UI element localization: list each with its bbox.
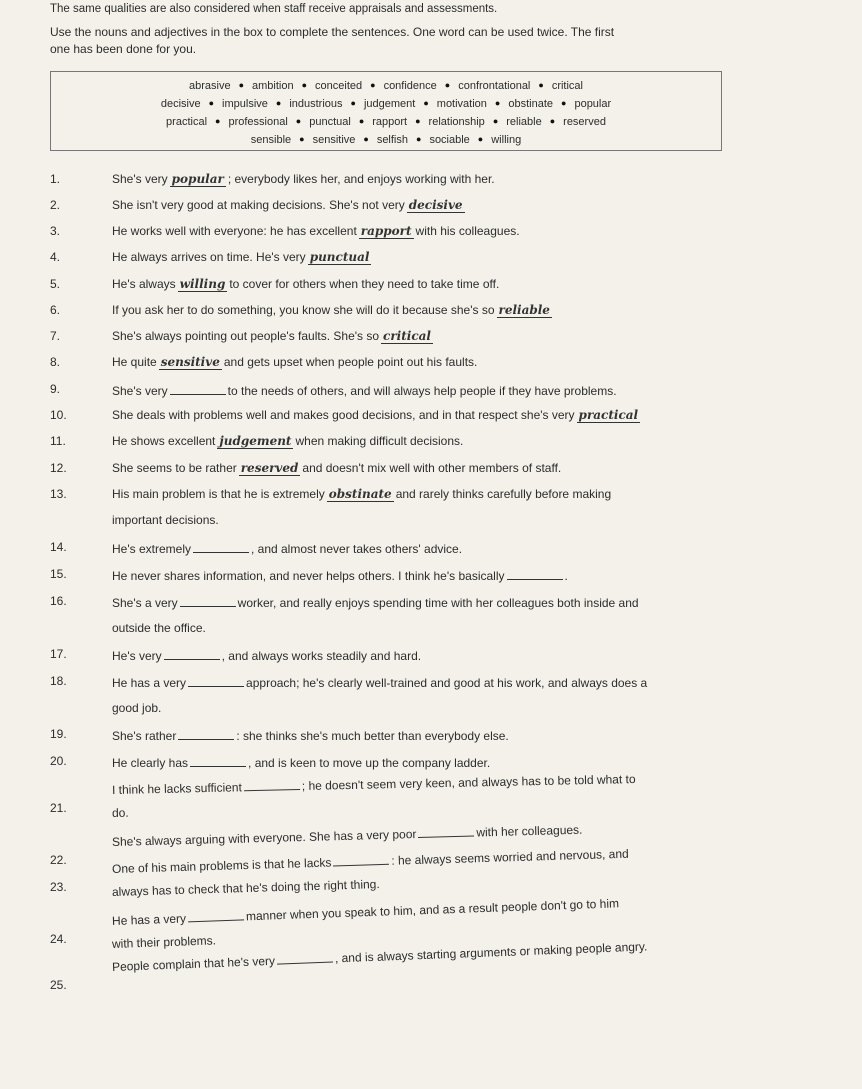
sentence-start: He works well with everyone: he has excellent (112, 224, 357, 238)
question-sentence (112, 172, 495, 187)
sentence-end: . (564, 569, 568, 583)
intro-line-3: one has been done for you. (50, 42, 197, 56)
word-box-word: industrious (289, 98, 343, 110)
question-sentence (112, 594, 639, 610)
word-box-word: willing (491, 134, 522, 146)
question-number: 15. (50, 567, 67, 581)
question-sentence (112, 382, 617, 398)
sentence-start: He always arrives on time. He's very (112, 250, 306, 264)
question-number: 18. (50, 674, 67, 688)
question-sentence (112, 355, 477, 370)
question-sentence (112, 821, 583, 849)
answer-blank[interactable] (180, 594, 236, 607)
question-number: 13. (50, 487, 67, 501)
answer-blank[interactable] (188, 674, 244, 687)
question-sentence (112, 567, 568, 583)
sentence-start: She seems to be rather (112, 461, 237, 475)
question-sentence (112, 727, 509, 743)
question-number: 14. (50, 540, 67, 554)
word-box-row-4 (51, 134, 721, 146)
question-continuation: with their problems. (111, 933, 217, 951)
answer-blank[interactable] (418, 824, 474, 838)
bullet-separator: ● (444, 80, 451, 90)
question-number: 9. (50, 382, 61, 396)
sentence-start: She's very (112, 172, 168, 186)
question-number: 11. (50, 434, 66, 448)
sentence-start: She isn't very good at making decisions. She's not very (112, 198, 405, 212)
question-sentence (112, 754, 490, 770)
sentence-end: ; he doesn't seem very keen, and always has to be told what to (301, 772, 636, 794)
question-sentence (112, 894, 619, 928)
sentence-start: He's always (112, 277, 176, 291)
sentence-start: She's always arguing with everyone. She has a very poor (111, 827, 417, 849)
question-number: 17. (50, 647, 67, 661)
word-box-word: confidence (383, 80, 437, 92)
bullet-separator: ● (492, 116, 499, 126)
sentence-end: to cover for others when they need to take time off. (229, 277, 500, 291)
question-sentence (112, 461, 561, 476)
word-box-word: sensitive (312, 134, 356, 146)
question-sentence (112, 277, 499, 292)
sentence-start: He quite (112, 355, 157, 369)
bullet-separator: ● (416, 134, 422, 144)
question-continuation: important decisions. (112, 513, 219, 527)
word-box-word: practical (166, 116, 208, 128)
answer-blank[interactable] (188, 907, 244, 922)
question-sentence (112, 250, 373, 265)
sentence-end: , and always works steadily and hard. (221, 649, 422, 663)
word-box-word: popular (574, 98, 612, 110)
answer-blank[interactable] (170, 382, 226, 395)
sentence-start: He clearly has (112, 756, 189, 770)
question-number: 5. (50, 277, 61, 291)
sentence-start: He's very (112, 649, 162, 663)
sentence-start: His main problem is that he is extremely (112, 487, 325, 501)
sentence-start: One of his main problems is that he lacks (111, 855, 332, 876)
answer-filled[interactable]: sensitive (160, 355, 220, 369)
question-number: 10. (50, 408, 67, 422)
sentence-end: manner when you speak to him, and as a result people don't go to him (245, 896, 620, 924)
question-sentence (112, 845, 629, 876)
sentence-start: She's always pointing out people's faults. She's so (112, 329, 380, 343)
question-number: 6. (50, 303, 61, 317)
question-continuation: do. (111, 805, 129, 820)
answer-filled[interactable]: willing (179, 277, 226, 291)
sentence-start: She deals with problems well and makes good decisions, and in that respect she's very (112, 408, 575, 422)
sentence-end: and doesn't mix well with other members of staff. (302, 461, 562, 475)
sentence-start: He has a very (111, 911, 187, 928)
question-sentence (112, 303, 554, 318)
bullet-separator: ● (549, 116, 556, 126)
bullet-separator: ● (358, 116, 365, 126)
word-box-word: professional (228, 116, 288, 128)
answer-blank[interactable] (507, 567, 563, 580)
word-box-word: confrontational (458, 80, 531, 92)
question-number: 3. (50, 224, 61, 238)
word-box-row-2 (51, 98, 721, 110)
question-sentence (112, 487, 611, 502)
question-continuation: always has to check that he's doing the right thing. (111, 877, 380, 899)
word-box-word: reliable (506, 116, 542, 128)
question-number: 4. (50, 250, 61, 264)
question-number: 16. (50, 594, 67, 608)
sentence-start: He shows excellent (112, 434, 216, 448)
bullet-separator: ● (350, 98, 356, 108)
question-sentence (112, 408, 642, 423)
answer-filled[interactable]: reserved (240, 461, 299, 475)
sentence-end: and gets upset when people point out his faults. (223, 355, 478, 369)
question-sentence (112, 770, 636, 797)
answer-blank[interactable] (193, 540, 249, 553)
question-sentence (112, 224, 520, 239)
question-number: 12. (50, 461, 67, 475)
word-box-word: critical (551, 80, 583, 92)
question-number: 21. (50, 801, 67, 815)
question-sentence (112, 674, 647, 690)
question-sentence (112, 198, 467, 213)
sentence-start: She's a very (112, 596, 178, 610)
sentence-start: If you ask her to do something, you know she will do it because she's so (112, 303, 495, 317)
answer-blank[interactable] (190, 754, 246, 767)
question-number: 20. (50, 754, 67, 768)
answer-blank[interactable] (164, 647, 220, 660)
question-sentence (112, 647, 421, 663)
sentence-start: People complain that he's very (111, 953, 276, 974)
bullet-separator: ● (370, 80, 376, 90)
word-box-word: reserved (563, 116, 606, 128)
answer-filled[interactable]: judgement (219, 434, 292, 448)
sentence-end: worker, and really enjoys spending time with her colleagues both inside and (237, 596, 639, 610)
sentence-end: , and is keen to move up the company ladder. (248, 756, 491, 770)
answer-blank[interactable] (178, 727, 234, 740)
sentence-end: when making difficult decisions. (295, 434, 464, 448)
word-box-word: impulsive (222, 98, 268, 110)
word-box-word: conceited (315, 80, 363, 92)
question-sentence (112, 540, 462, 556)
answer-filled[interactable]: critical (383, 329, 431, 343)
question-number: 8. (50, 355, 61, 369)
answer-filled[interactable]: popular (171, 172, 224, 186)
word-box-word: decisive (160, 98, 201, 110)
word-box-word: ambition (252, 80, 294, 92)
word-box-word: punctual (309, 116, 351, 128)
question-number: 1. (50, 172, 61, 186)
word-box-row-3 (51, 116, 721, 128)
bullet-separator: ● (477, 134, 484, 144)
sentence-end: : he always seems worried and nervous, and (391, 846, 629, 868)
bullet-separator: ● (238, 80, 245, 90)
word-box-word: judgement (363, 98, 416, 110)
sentence-end: with her colleagues. (476, 822, 583, 840)
sentence-end: ; everybody likes her, and enjoys working with her. (227, 172, 495, 186)
question-continuation: outside the office. (112, 621, 206, 635)
answer-filled[interactable]: obstinate (328, 487, 392, 501)
sentence-end: : she thinks she's much better than everybody else. (236, 729, 509, 743)
sentence-end: and rarely thinks carefully before making (395, 487, 612, 501)
sentence-start: He's extremely (112, 542, 191, 556)
bullet-separator: ● (494, 98, 501, 108)
question-number: 2. (50, 198, 61, 212)
bullet-separator: ● (215, 116, 221, 126)
intro-line-2: Use the nouns and adjectives in the box to complete the sentences. One word can be used twice. The first (50, 25, 615, 39)
bullet-separator: ● (561, 98, 567, 108)
sentence-start: She's rather (112, 729, 177, 743)
bullet-separator: ● (295, 116, 302, 126)
question-number: 23. (50, 880, 67, 894)
answer-filled[interactable]: reliable (498, 303, 550, 317)
question-number: 25. (50, 978, 67, 992)
word-box-word: relationship (428, 116, 485, 128)
sentence-start: He never shares information, and never helps others. I think he's basically (112, 569, 505, 583)
sentence-start: He has a very (112, 676, 187, 690)
intro-line-1: The same qualities are also considered when staff receive appraisals and assessments. (50, 3, 498, 15)
sentence-end: to the needs of others, and will always help people if they have problems. (227, 384, 617, 398)
answer-filled[interactable]: decisive (408, 198, 463, 212)
bullet-separator: ● (415, 116, 421, 126)
bullet-separator: ● (275, 98, 282, 108)
question-number: 19. (50, 727, 67, 741)
sentence-end: , and almost never takes others' advice. (250, 542, 463, 556)
question-number: 24. (50, 932, 67, 946)
bullet-separator: ● (538, 80, 544, 90)
answer-filled[interactable]: practical (578, 408, 639, 422)
word-box-word: motivation (436, 98, 487, 110)
question-sentence (112, 434, 463, 449)
word-box (50, 71, 722, 151)
sentence-end: with his colleagues. (415, 224, 520, 238)
bullet-separator: ● (208, 98, 215, 108)
bullet-separator: ● (299, 134, 305, 144)
word-box-word: abrasive (189, 80, 231, 92)
word-box-word: sensible (250, 134, 292, 146)
bullet-separator: ● (301, 80, 308, 90)
question-sentence (112, 329, 435, 344)
question-number: 22. (50, 853, 67, 867)
sentence-end: , and is always starting arguments or making people angry. (334, 939, 648, 966)
word-box-row-1 (51, 80, 721, 92)
answer-blank[interactable] (277, 950, 333, 965)
bullet-separator: ● (363, 134, 369, 144)
question-continuation: good job. (112, 701, 162, 715)
word-box-word: obstinate (508, 98, 554, 110)
word-box-word: rapport (372, 116, 408, 128)
word-box-word: sociable (429, 134, 470, 146)
sentence-start: I think he lacks sufficient (111, 780, 242, 797)
sentence-end: approach; he's clearly well-trained and good at his work, and always does a (246, 676, 648, 690)
word-box-word: selfish (376, 134, 408, 146)
question-number: 7. (50, 329, 61, 343)
answer-filled[interactable]: rapport (360, 224, 412, 238)
bullet-separator: ● (423, 98, 429, 108)
answer-blank[interactable] (333, 852, 389, 867)
answer-blank[interactable] (244, 777, 300, 791)
sentence-start: She's very (112, 384, 168, 398)
answer-filled[interactable]: punctual (309, 250, 370, 264)
